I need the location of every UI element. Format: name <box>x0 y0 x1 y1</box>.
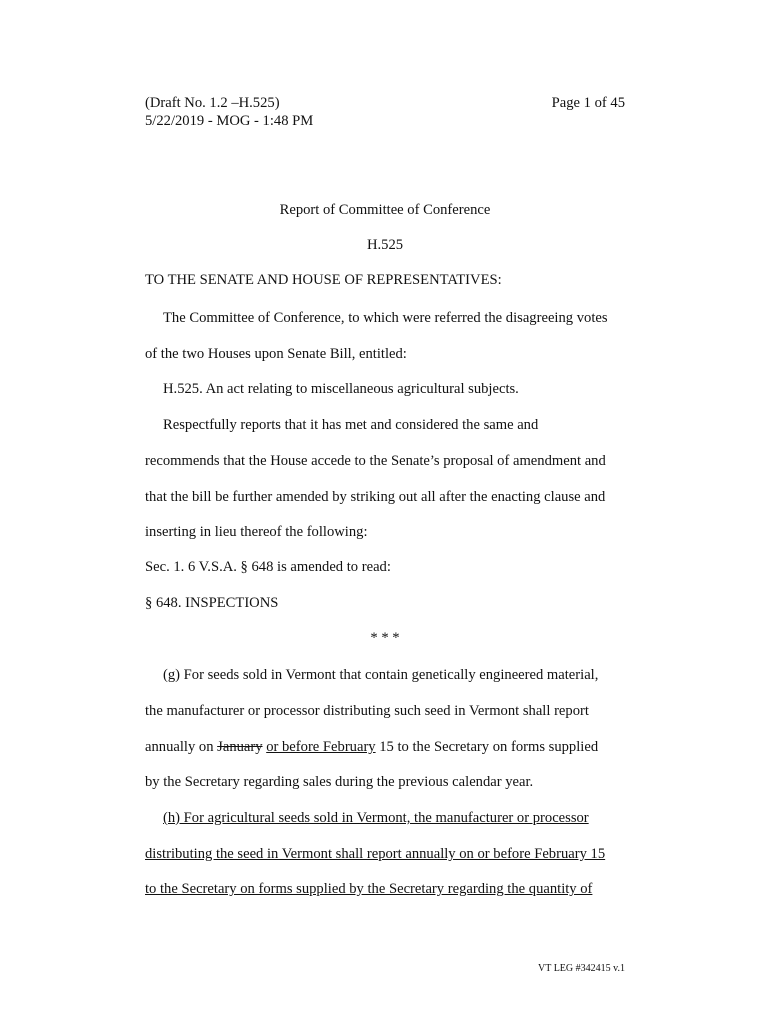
text-run: annually on <box>145 739 218 755</box>
footer-id: VT LEG #342415 v.1 <box>538 963 625 974</box>
paragraph-line: recommends that the House accede to the Senate’s proposal of amendment and <box>145 453 606 469</box>
section-heading: § 648. INSPECTIONS <box>145 595 279 611</box>
page-number: Page 1 of 45 <box>551 95 625 111</box>
struck-text: January <box>217 739 263 755</box>
paragraph-line: Respectfully reports that it has met and considered the same and <box>163 417 539 433</box>
header-left <box>145 94 313 130</box>
subsection-h-line: (h) For agricultural seeds sold in Vermont, the manufacturer or processor <box>163 810 589 826</box>
draft-label: (Draft No. 1.2 –H.525) <box>145 95 280 111</box>
subsection-g-line: by the Secretary regarding sales during the previous calendar year. <box>145 774 534 790</box>
asterisk-separator: * * * <box>370 630 400 646</box>
timestamp: 5/22/2019 - MOG - 1:48 PM <box>145 113 314 129</box>
bill-number: H.525 <box>366 237 404 253</box>
subsection-g-line: the manufacturer or processor distributing such seed in Vermont shall report <box>145 703 589 719</box>
section-amendment-line: Sec. 1. 6 V.S.A. § 648 is amended to read: <box>145 559 391 575</box>
paragraph-line: inserting in lieu thereof the following: <box>145 524 368 540</box>
subsection-g-line <box>145 738 598 756</box>
paragraph-line: The Committee of Conference, to which were referred the disagreeing votes <box>163 310 608 326</box>
paragraph-line: of the two Houses upon Senate Bill, entitled: <box>145 346 407 362</box>
subsection-g-line: (g) For seeds sold in Vermont that contain genetically engineered material, <box>163 667 599 683</box>
salutation: TO THE SENATE AND HOUSE OF REPRESENTATIVES: <box>145 272 502 288</box>
report-title: Report of Committee of Conference <box>279 202 491 218</box>
inserted-text: or before February <box>266 739 376 755</box>
text-run: 15 to the Secretary on forms supplied <box>375 739 599 755</box>
subsection-h-line: to the Secretary on forms supplied by the Secretary regarding the quantity of <box>145 881 593 897</box>
paragraph-line: that the bill be further amended by striking out all after the enacting clause and <box>145 489 606 505</box>
bill-title: H.525. An act relating to miscellaneous agricultural subjects. <box>163 381 519 397</box>
subsection-h-line: distributing the seed in Vermont shall report annually on or before February 15 <box>145 846 606 862</box>
